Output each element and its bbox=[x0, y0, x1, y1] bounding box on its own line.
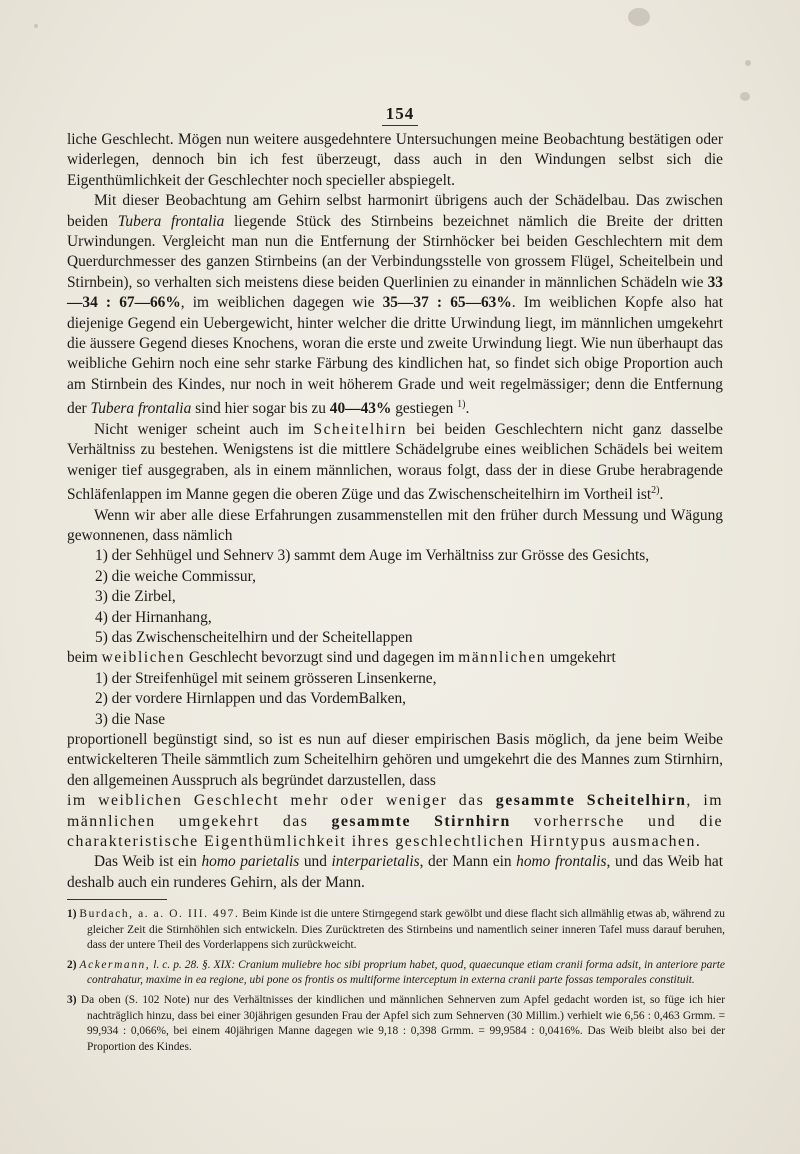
emphasized-thesis: im weiblichen Geschlecht mehr oder weniger das gesammte Scheitelhirn, im männlichen umgekehrt das gesammte Stirnhirn vorherrsche und die charakteristische Eigenthümlichkeit ihres geschlechtlichen Hirntypus ausmachen. bbox=[67, 792, 724, 851]
main-text bbox=[67, 130, 723, 893]
footnote-ref-2: 2) bbox=[651, 485, 660, 497]
page-number: 154 bbox=[0, 104, 800, 126]
list-item: 4) der Hirnanhang, bbox=[95, 608, 212, 626]
paragraph-7: Das Weib ist ein homo parietalis und interparietalis, der Mann ein homo frontalis, und das Weib hat deshalb auch ein runderes Gehirn, als der Mann. bbox=[67, 853, 723, 891]
footnotes bbox=[67, 907, 725, 1059]
footnote-divider bbox=[67, 899, 167, 900]
paragraph-1: liche Geschlecht. Mögen nun weitere ausgedehntere Untersuchungen meine Beobachtung bestätigen oder widerlegen, dennoch bin ich fest überzeugt, dass auch in den Windungen selbst sich die Eigenthümlichkeit der Geschlechter noch specieller abspiegelt. bbox=[67, 131, 723, 189]
paragraph-3: Nicht weniger scheint auch im Scheitelhirn bei beiden Geschlechtern nicht ganz dasselbe Verhältniss zu bestehen. Wenigstens ist die mittlere Schädelgrube eines weiblichen Schädels bei weitem weniger tief ausgegraben, als in einem männlichen, woraus folgt, dass der in diese Grube herabragende Schläfenlappen im Manne gegen die oberen Züge und das Zwischenscheitelhirn im Vortheil ist$^{2)}$. bbox=[67, 420, 723, 504]
female-list bbox=[67, 546, 723, 648]
paragraph-6: proportionell begünstigt sind, so ist es nun auf dieser empirischen Basis möglich, da jene beim Weibe entwickelteren Theile sämmtlich zum Scheitelhirn gehören und umgekehrt die des Mannes zum Stirnhirn, den allgemeinen Ausspruch als begründet darzustellen, dass bbox=[67, 731, 723, 789]
male-list bbox=[67, 669, 723, 730]
list-item: 3) die Nase bbox=[95, 710, 166, 728]
paragraph-5: beim weiblichen Geschlecht bevorzugt sind und dagegen im männlichen umgekehrt bbox=[67, 649, 616, 667]
list-item: 3) die Zirbel, bbox=[95, 588, 176, 606]
list-item: 5) das Zwischenscheitelhirn und der Scheitellappen bbox=[95, 629, 413, 646]
footnote-3: 3) Da oben (S. 102 Note) nur des Verhältnisses der kindlichen und männlichen Sehnerven zum Apfel gedacht worden ist, so füge ich hier nachträglich hinzu, dass bei einer 30jährigen gesunden Frau der Apfel sich zum Sehnerven (30 Millim.) verhielt wie 6,56 : 0,463 Grmm. = 99,934 : 0,066%, bei einem 40jährigen Manne dagegen wie 9,18 : 0,398 Grmm. = 99,9584 : 0,0416%. Das Weib bleibt also bei der Proportion des Kindes. bbox=[67, 993, 725, 1053]
footnote-2: 2) Ackermann, l. c. p. 28. §. XIX: Cranium muliebre hoc sibi proprium habet, quod, quaecunque etiam cranii forma adsit, in anteriore parte contrahatur, maxime in ea regione, ubi pone os frontis os multiforme interceptum in externa cranii parte fossas temporales constituit. bbox=[67, 958, 725, 987]
paragraph-2: Mit dieser Beobachtung am Gehirn selbst harmonirt übrigens auch der Schädelbau. Das zwischen beiden Tubera frontalia liegende Stück des Stirnbeins bezeichnet nämlich die Breite der dritten Urwindungen. Vergleicht man nun die Entfernung der Stirnhöcker bei beiden Geschlechtern mit dem Querdurchmesser des ganzen Stirnbeins (an der Verbindungsstelle von grossem Flügel, Scheitelbein und Stirnbein), so verhalten sich meistens diese beiden Querlinien zu einander in männlichen Schädeln wie 33—34 : 67—66%, im weiblichen dagegen wie 35—37 : 65—63%. Im weiblichen Kopfe also hat diejenige Gegend ein Uebergewicht, hinter welcher die dritte Urwindung liegt, im männlichen umgekehrt die äussere Gegend dieses Knochens, woran die erste und zweite Urwindung liegt. Wie nun überhaupt das weibliche Gehirn noch eine sehr starke Färbung des kindlichen hat, so findet sich obige Proportion auch am Stirnbein des Kindes, nur noch in weit höherem Grade und weit regelmässiger; denn die Entfernung der Tubera frontalia sind hier sogar bis zu 40—43% gestiegen $^{1)}$. bbox=[67, 192, 724, 418]
footnote-ref-1: 1) bbox=[457, 399, 466, 411]
list-item: 2) der vordere Hirnlappen und das VordemBalken, bbox=[95, 690, 407, 708]
list-item: 1) der Streifenhügel mit seinem grösseren Linsenkerne, bbox=[95, 669, 437, 687]
list-item: 1) der Sehhügel und Sehnerv 3) sammt dem Auge im Verhältniss zur Grösse des Gesichts, bbox=[95, 547, 650, 565]
footnote-1: 1) Burdach, a. a. O. III. 497. Beim Kinde ist die untere Stirngegend stark gewölbt und diese flacht sich allmählig etwas ab, während zu gleicher Zeit die Stirnhöhlen sich entwickeln. Dies Zurücktreten des Stirnbeins und namentlich seiner inneren Tafel muss darauf beruhen, dass der untere Theil des Vorderlappens sich zurückweicht. bbox=[67, 908, 725, 952]
paragraph-4: Wenn wir aber alle diese Erfahrungen zusammenstellen mit den früher durch Messung und Wägung gewonnenen, dass nämlich bbox=[67, 506, 723, 544]
list-item: 2) die weiche Commissur, bbox=[95, 567, 256, 585]
